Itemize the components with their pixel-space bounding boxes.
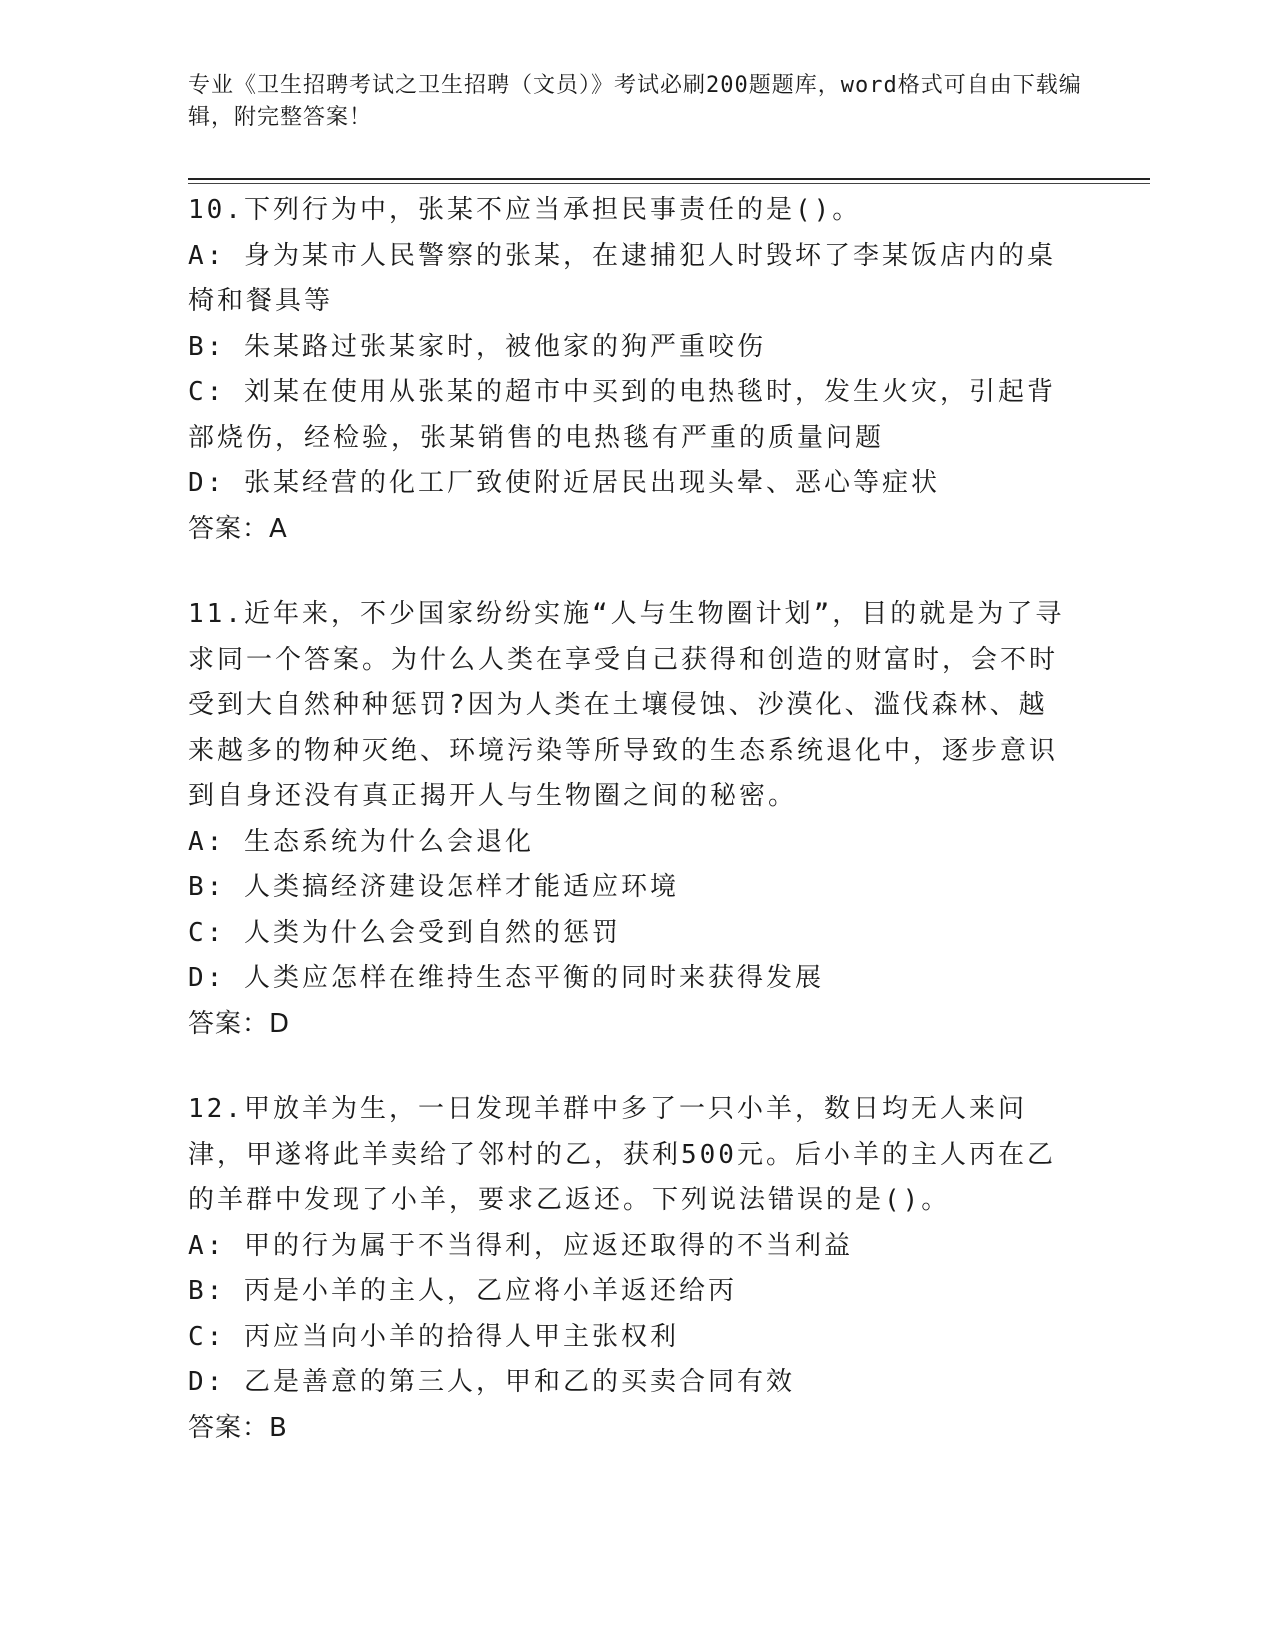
question-list [188, 188, 1068, 1491]
option-b: B: 人类搞经济建设怎样才能适应环境 [188, 872, 679, 902]
option-a: A: 身为某市人民警察的张某，在逮捕犯人时毁坏了李某饭店内的桌椅和餐具等 [188, 240, 1056, 316]
question-11 [188, 592, 1068, 1047]
option-d: D: 人类应怎样在维持生态平衡的同时来获得发展 [188, 963, 824, 993]
question-stem: 12.甲放羊为生，一日发现羊群中多了一只小羊，数日均无人来问津，甲遂将此羊卖给了邻村的乙，获利500元。后小羊的主人丙在乙的羊群中发现了小羊，要求乙返还。下列说法错误的是()。 [188, 1094, 1056, 1215]
option-d: D: 乙是善意的第三人，甲和乙的买卖合同有效 [188, 1367, 795, 1397]
option-a: A: 甲的行为属于不当得利，应返还取得的不当利益 [188, 1230, 853, 1261]
header-rule-thick [188, 178, 1150, 180]
answer-line [188, 1002, 1068, 1048]
question-stem: 11.近年来，不少国家纷纷实施“人与生物圈计划”，目的就是为了寻求同一个答案。为什么人类在享受自己获得和创造的财富时，会不时受到大自然种种惩罚?因为人类在土壤侵蚀、沙漠化、滥伐森林、越来越多的物种灭绝、环境污染等所导致的生态系统退化中，逐步意识到自身还没有真正揭开人与生物圈之间的秘密。 [188, 599, 1065, 811]
answer-value: D [269, 1008, 291, 1039]
answer-value: B [269, 1412, 288, 1443]
question-10 [188, 188, 1068, 552]
answer-label: 答案： [188, 1412, 270, 1443]
answer-value: A [269, 513, 288, 544]
option-d: D: 张某经营的化工厂致使附近居民出现头晕、恶心等症状 [188, 468, 940, 498]
answer-label: 答案： [188, 513, 270, 544]
option-a: A: 生态系统为什么会退化 [188, 826, 534, 857]
answer-line [188, 1406, 1068, 1452]
question-stem: 10.下列行为中，张某不应当承担民事责任的是()。 [188, 195, 862, 225]
option-b: B: 丙是小羊的主人，乙应将小羊返还给丙 [188, 1276, 737, 1306]
answer-line [188, 507, 1068, 553]
option-c: C: 丙应当向小羊的拾得人甲主张权利 [188, 1321, 679, 1352]
header-rule-thin [188, 183, 1150, 184]
option-b: B: 朱某路过张某家时，被他家的狗严重咬伤 [188, 331, 766, 362]
question-12 [188, 1087, 1068, 1451]
answer-label: 答案： [188, 1008, 270, 1039]
option-c: C: 刘某在使用从张某的超市中买到的电热毯时，发生火灾，引起背部烧伤，经检验，张某销售的电热毯有严重的质量问题 [188, 377, 1056, 453]
document-header: 专业《卫生招聘考试之卫生招聘（文员）》考试必刷200题题库，word格式可自由下载编辑，附完整答案！ [188, 73, 1082, 130]
option-c: C: 人类为什么会受到自然的惩罚 [188, 917, 621, 948]
